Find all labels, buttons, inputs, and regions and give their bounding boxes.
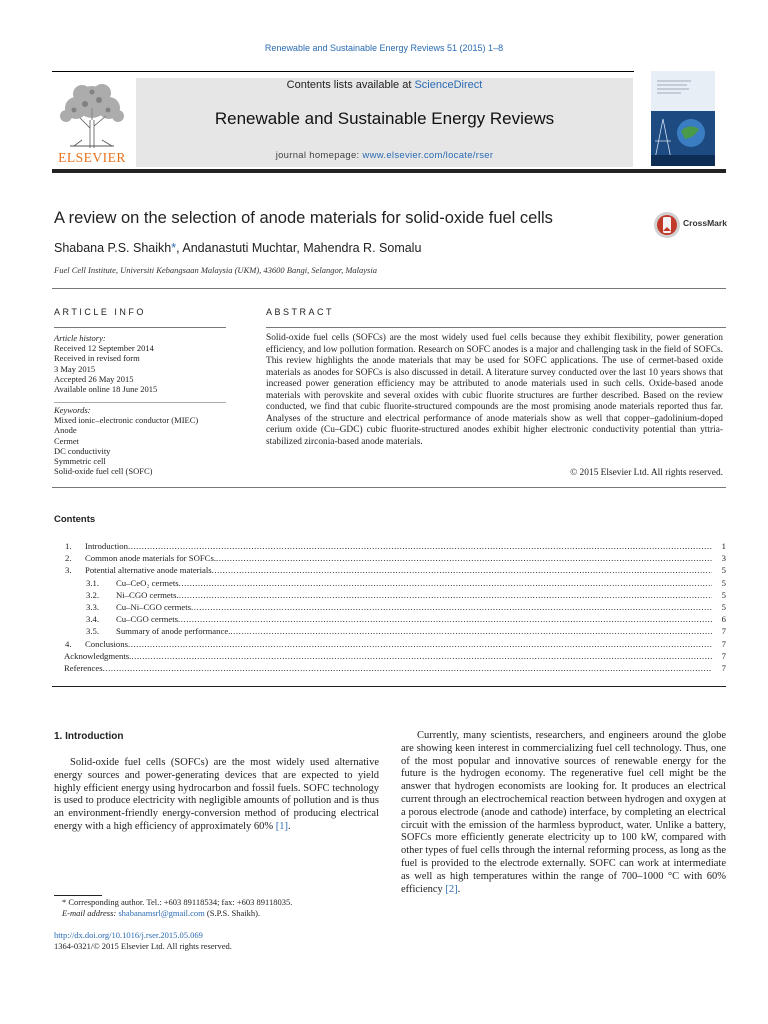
toc-label[interactable]: Acknowledgments. bbox=[64, 650, 132, 661]
elsevier-logo bbox=[52, 80, 132, 166]
header-divider bbox=[52, 288, 726, 289]
toc-page-number: 7 bbox=[721, 662, 726, 673]
journal-title: Renewable and Sustainable Energy Reviews bbox=[214, 109, 555, 128]
masthead-bottom-rule bbox=[52, 169, 726, 173]
citation-link[interactable]: [2] bbox=[445, 883, 458, 895]
paragraph-text: Solid-oxide fuel cells (SOFCs) are the most widely used alternative energy sources and power-generating devices that are expected to yield highly efficient energy using hydrocarbon and fossil fuels. SOFC technology is used to produce electricity with negligible amounts of pollution and is thus an environment-friendly energy-conversion method of producing electrical energy with a high efficiency of approximately 60% bbox=[54, 757, 379, 832]
paragraph bbox=[401, 730, 726, 896]
toc-page-number: 5 bbox=[721, 577, 726, 588]
introduction-heading: 1. Introduction bbox=[54, 731, 124, 742]
toc-page-number: 6 bbox=[721, 614, 726, 625]
toc-leader-dots bbox=[178, 613, 712, 625]
toc-label[interactable]: Conclusions bbox=[85, 638, 128, 649]
toc-number: 3.5. bbox=[86, 626, 100, 637]
abstract-text: Solid-oxide fuel cells (SOFCs) are the most widely used fuel cells because they exhibit flexibility, power generation efficiency, and low pollution formation. Research on SOFC anodes is a major and challenging task in the field of SOFCs. This review highlights the anode materials that may be used for SOFC applications. The use of cermet-based oxide materials as anodes for SOFCs is also discussed in detail. A literature survey conducted over the last 10 years shows that increased power generation efficiency may be attributed to anode materials used in such cells. Oxide-based anode materials with perovskite and several oxides with cubic fluorite structures are further described. Based on the review conducted, we find that cubic fluorite-structured compounds are the most promising anode materials reported thus far. Analyses of the structure and electrical performance of anode materials show as well that copper–gadolinium-doped cerium oxide (Cu–GDC) cubic fluorite-structured anodes exhibit higher electronic conductivity potential than yttria-stabilized zirconia-based anode materials. bbox=[266, 333, 723, 447]
body-column-right bbox=[401, 730, 726, 896]
author-list: Shabana P.S. Shaikh*, Andanastuti Muchtar, Mahendra R. Somalu bbox=[54, 241, 422, 255]
toc-entry[interactable] bbox=[54, 613, 726, 625]
toc-leader-dots bbox=[179, 577, 712, 589]
citation-link[interactable]: [1] bbox=[275, 820, 289, 832]
issn-line: 1364-0321/© 2015 Elsevier Ltd. All rights reserved. bbox=[54, 940, 232, 951]
article-history bbox=[54, 333, 234, 394]
homepage-link[interactable]: www.elsevier.com/locate/rser bbox=[362, 150, 494, 161]
email-note bbox=[54, 908, 379, 919]
toc-page-number: 7 bbox=[721, 638, 726, 649]
toc-page-number: 5 bbox=[721, 589, 726, 600]
email-suffix: (S.P.S. Shaikh). bbox=[204, 907, 261, 918]
keywords-rule bbox=[54, 402, 226, 403]
toc-number: 4. bbox=[65, 638, 72, 649]
paragraph bbox=[54, 757, 379, 834]
toc-leader-dots bbox=[230, 625, 712, 637]
author-affiliation: Fuel Cell Institute, Universiti Kebangsaan Malaysia (UKM), 43600 Bangi, Selangor, Malaysia bbox=[54, 265, 377, 275]
footnote-rule bbox=[54, 895, 102, 896]
paragraph-end: . bbox=[288, 820, 291, 832]
contents-heading: Contents bbox=[54, 514, 96, 525]
history-item: 3 May 2015 bbox=[54, 363, 96, 374]
email-label: E-mail address: bbox=[62, 907, 119, 918]
elsevier-tree-icon bbox=[52, 80, 132, 150]
toc-page-number: 5 bbox=[721, 601, 726, 612]
keyword-item: Anode bbox=[54, 425, 77, 436]
keyword-item: Mixed ionic–electronic conductor (MIEC) bbox=[54, 415, 199, 426]
doi-block bbox=[54, 930, 232, 951]
journal-cover-image[interactable] bbox=[651, 71, 715, 166]
toc-leader-dots bbox=[128, 540, 712, 552]
body-column-left bbox=[54, 757, 379, 834]
toc-leader-dots bbox=[128, 638, 712, 650]
article-info-heading: ARTICLE INFO bbox=[54, 307, 146, 317]
toc-label[interactable]: References bbox=[64, 662, 103, 673]
toc-entry[interactable] bbox=[54, 540, 726, 552]
footnote bbox=[54, 897, 379, 918]
doi-link[interactable]: http://dx.doi.org/10.1016/j.rser.2015.05.069 bbox=[54, 930, 203, 940]
toc-leader-dots bbox=[216, 552, 712, 564]
crossmark-icon bbox=[653, 210, 681, 240]
author-name[interactable]: Andanastuti Muchtar bbox=[182, 241, 297, 255]
history-item: Received in revised form bbox=[54, 353, 140, 364]
paragraph-text: Currently, many scientists, researchers, and engineers around the globe are showing keen interest in commercializing fuel cell technology. Thus, one of the most popular and innovative sources of renewable energy for the future is the hydrogen economy. The regenerative fuel cell might be the answer that hydrogen economists are looking for. It produces an electrical current through an electrochemical reaction between hydrogen and oxygen at a porous electrode (anode and cathode) interface, by completing an electrical circuit with the emission of the harmless byproduct, water. Unlike a battery, SOFCs more efficiently generate electricity up to 100 kW, compared with other types of fuel cells through the internal reforming process, as long as the fuel is provided to the electrode externally. SOFC can work at intermediate as well as high temperatures within the range of 700–1000 °C with 60% efficiency bbox=[401, 730, 726, 895]
history-item: Received 12 September 2014 bbox=[54, 343, 154, 354]
abstract-heading: ABSTRACT bbox=[266, 307, 335, 317]
toc-page-number: 5 bbox=[721, 565, 726, 576]
toc-number: 1. bbox=[65, 541, 72, 551]
contents-availability bbox=[136, 79, 633, 91]
journal-homepage bbox=[136, 150, 633, 161]
email-link[interactable]: shabanamsrl@gmail.com bbox=[118, 907, 205, 918]
toc-entry[interactable] bbox=[54, 625, 726, 637]
abstract-rule bbox=[266, 327, 726, 328]
homepage-prefix: journal homepage: bbox=[275, 150, 363, 161]
toc-label[interactable]: Introduction bbox=[85, 541, 128, 551]
toc-entry[interactable] bbox=[54, 577, 726, 589]
author-name[interactable]: Mahendra R. Somalu bbox=[303, 241, 422, 255]
toc-label[interactable]: Ni–CGO cermets. bbox=[116, 589, 179, 600]
toc-entry[interactable] bbox=[54, 552, 726, 564]
toc-leader-dots bbox=[179, 589, 712, 601]
sciencedirect-link[interactable]: ScienceDirect bbox=[414, 79, 483, 91]
toc-number: 3.3. bbox=[86, 601, 100, 612]
toc-number: 3.4. bbox=[86, 614, 100, 625]
toc-number bbox=[54, 650, 64, 662]
crossmark-badge[interactable] bbox=[653, 210, 728, 240]
toc-page-number: 7 bbox=[721, 626, 726, 637]
author-name[interactable]: Shabana P.S. Shaikh bbox=[54, 241, 172, 255]
toc-label[interactable]: Cu–CGO cermets bbox=[116, 614, 179, 625]
toc-entry[interactable] bbox=[54, 564, 726, 576]
toc-number: 3.2. bbox=[86, 589, 100, 600]
abstract-divider bbox=[52, 487, 726, 488]
toc-number: 2. bbox=[65, 553, 72, 564]
contents-divider bbox=[52, 686, 726, 687]
article-title: A review on the selection of anode materials for solid-oxide fuel cells bbox=[54, 209, 553, 227]
toc-label[interactable]: Potential alternative anode materials bbox=[85, 565, 212, 576]
abstract-copyright: © 2015 Elsevier Ltd. All rights reserved. bbox=[570, 468, 723, 478]
toc-number bbox=[54, 662, 64, 674]
corresponding-author-note: * Corresponding author. Tel.: +603 89118534; fax: +603 89118035. bbox=[62, 897, 293, 907]
history-item: Available online 18 June 2015 bbox=[54, 384, 158, 395]
corresponding-author-mark[interactable]: * bbox=[171, 241, 177, 255]
table-of-contents bbox=[54, 540, 726, 674]
journal-citation[interactable]: Renewable and Sustainable Energy Reviews 51 (2015) 1–8 bbox=[264, 43, 504, 53]
toc-page-number: 7 bbox=[721, 650, 726, 661]
toc-page-number: 1 bbox=[721, 541, 726, 551]
masthead-top-rule bbox=[52, 71, 634, 72]
toc-entry[interactable] bbox=[54, 662, 726, 674]
contents-prefix: Contents lists available at bbox=[286, 79, 415, 91]
toc-label[interactable]: Cu–Ni–CGO cermets bbox=[116, 601, 192, 612]
keywords-label: Keywords: bbox=[54, 405, 91, 415]
history-item: Accepted 26 May 2015 bbox=[54, 373, 134, 384]
toc-number: 3. bbox=[65, 565, 72, 576]
article-info-rule bbox=[54, 327, 226, 328]
toc-entry[interactable] bbox=[54, 638, 726, 650]
toc-label[interactable]: Summary of anode performance. bbox=[116, 626, 231, 637]
keywords-list bbox=[54, 405, 234, 476]
toc-leader-dots bbox=[212, 564, 712, 576]
keyword-item: DC conductivity bbox=[54, 445, 111, 456]
toc-leader-dots bbox=[191, 601, 712, 613]
publisher-name: ELSEVIER bbox=[58, 150, 126, 165]
toc-entry[interactable] bbox=[54, 601, 726, 613]
toc-label[interactable]: Cu–CeO₂ cermets bbox=[116, 577, 179, 588]
toc-leader-dots bbox=[131, 650, 712, 662]
toc-entry[interactable] bbox=[54, 650, 726, 662]
keyword-item: Solid-oxide fuel cell (SOFC) bbox=[54, 466, 153, 477]
toc-entry[interactable] bbox=[54, 589, 726, 601]
toc-page-number: 3 bbox=[721, 553, 726, 564]
journal-cover-icon bbox=[651, 71, 715, 166]
history-label: Article history: bbox=[54, 333, 106, 343]
toc-label[interactable]: Common anode materials for SOFCs. bbox=[85, 553, 217, 564]
toc-leader-dots bbox=[103, 662, 712, 674]
keyword-item: Cermet bbox=[54, 435, 80, 446]
crossmark-label: CrossMark bbox=[683, 218, 727, 228]
paragraph-end: . bbox=[457, 883, 461, 895]
keyword-item: Symmetric cell bbox=[54, 456, 106, 467]
toc-number: 3.1. bbox=[86, 577, 100, 588]
